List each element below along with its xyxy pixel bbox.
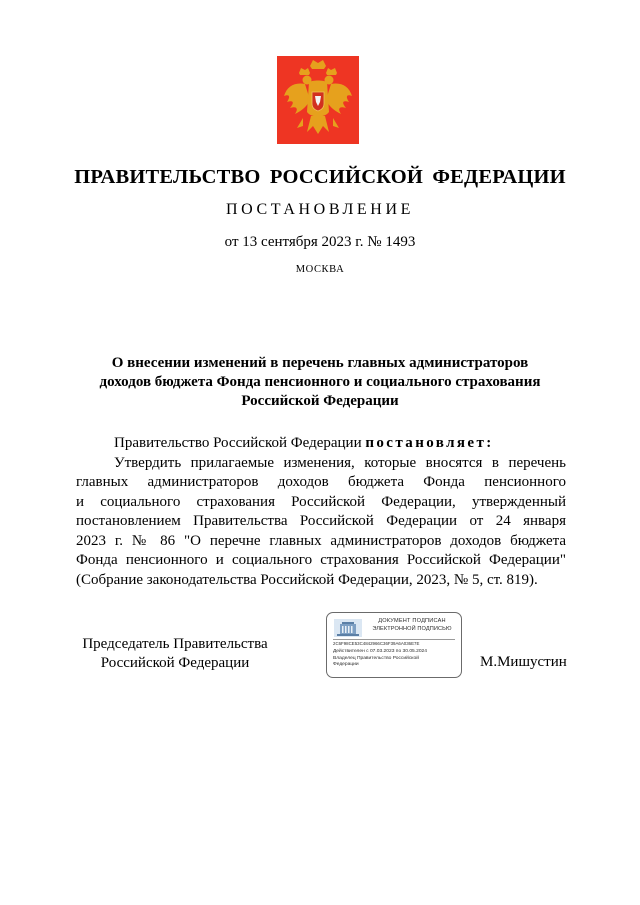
paragraph-line: Фонда пенсионного и социального страхования Российской Федерации": [76, 552, 566, 568]
subject-line: доходов бюджета Фонда пенсионного и социального страхования: [99, 374, 541, 390]
certificate-validity: Действителен с 07.03.2023 по 30.05.2024: [333, 649, 427, 654]
document-city: МОСКВА: [295, 264, 345, 275]
resolution-intro: [76, 434, 566, 454]
document-subject: [70, 354, 570, 411]
stamp-divider: [333, 639, 455, 640]
government-title: ПРАВИТЕЛЬСТВО РОССИЙСКОЙ ФЕДЕРАЦИИ: [74, 166, 566, 188]
intro-verb: постановляет:: [365, 435, 494, 451]
paragraph-line: главных администраторов доходов бюджета Фонда пенсионного: [76, 474, 566, 490]
electronic-signature-stamp: [326, 612, 462, 678]
signatory-name: М.Мишустин: [480, 654, 567, 670]
stamp-subtitle: ЭЛЕКТРОННОЙ ПОДПИСЬЮ: [372, 626, 452, 632]
position-line: Российской Федерации: [100, 655, 250, 671]
signatory-position: [80, 635, 270, 673]
document-body: [76, 434, 566, 590]
subject-line: О внесении изменений в перечень главных администраторов: [111, 355, 529, 371]
paragraph-line: 2023 г. № 86 "О перечне главных администраторов доходов бюджета: [76, 532, 566, 549]
certificate-serial: 2C6F98CE53C4842966C36F39A6A036E7E: [333, 641, 420, 646]
position-line: Председатель Правительства: [82, 636, 268, 652]
government-building-icon: [334, 619, 362, 637]
paragraph-line: (Собрание законодательства Российской Федерации, 2023, № 5, ст. 819).: [76, 571, 538, 588]
intro-text: Правительство Российской Федерации: [114, 435, 362, 451]
document-date-number: от 13 сентября 2023 г. № 1493: [224, 234, 416, 250]
paragraph-line: Утвердить прилагаемые изменения, которые вносятся в перечень: [114, 454, 566, 471]
russian-coat-of-arms-icon: [277, 56, 359, 144]
subject-line: Российской Федерации: [241, 393, 399, 409]
document-type: ПОСТАНОВЛЕНИЕ: [226, 201, 414, 218]
stamp-title: ДОКУМЕНТ ПОДПИСАН: [378, 618, 446, 624]
paragraph-line: постановлением Правительства Российской Федерации от 24 января: [76, 513, 566, 529]
paragraph-line: и социального страхования Российской Федерации, утвержденный: [76, 493, 566, 510]
certificate-owner: Владелец Правительство Российской Федерации: [333, 656, 419, 668]
